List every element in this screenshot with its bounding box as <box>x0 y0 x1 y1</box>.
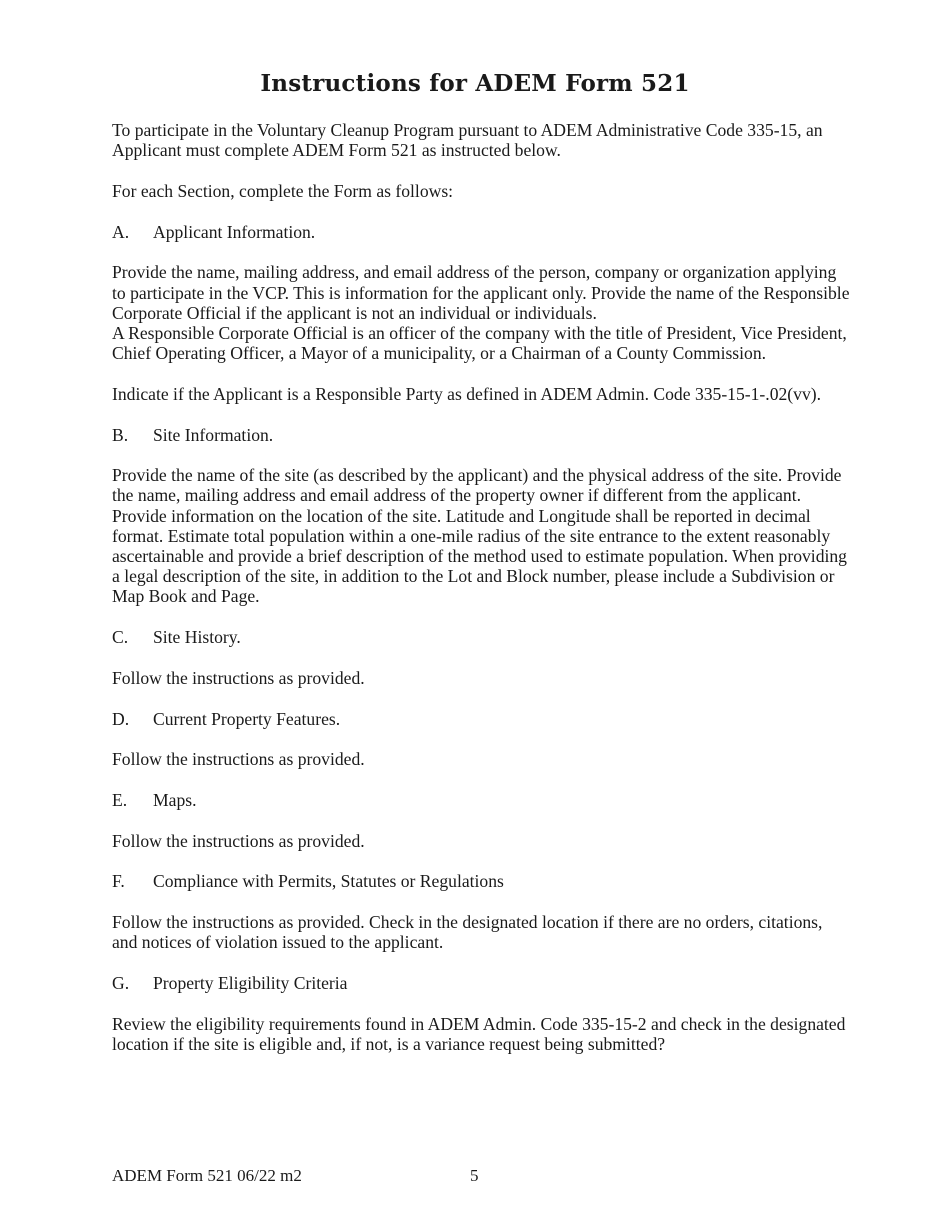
section-c-paragraph: Follow the instructions as provided. <box>112 667 365 688</box>
section-letter: A. <box>112 221 130 242</box>
section-a-paragraph-3: Indicate if the Applicant is a Responsible Party as defined in ADEM Admin. Code 335-15-1-.02(vv). <box>112 383 821 404</box>
section-b-paragraph: Provide the name of the site (as described by the applicant) and the physical address of the site. Provide the name, mailing address and email address of the property owner if different from the applicant. Provide information on the location of the site. Latitude and Longitude shall be reported in decimal format. Estimate total population within a one-mile radius of the site entrance to the extent reasonably ascertainable and provide a brief description of the method used to estimate population. When providing a legal description of the site, in addition to the Lot and Block number, please include a Subdivision or Map Book and Page. <box>112 465 847 607</box>
section-title: Compliance with Permits, Statutes or Regulations <box>153 871 504 892</box>
section-title: Site History. <box>153 627 241 648</box>
section-title: Property Eligibility Criteria <box>153 972 348 993</box>
intro-paragraph: To participate in the Voluntary Cleanup Program pursuant to ADEM Administrative Code 335-15, an Applicant must complete ADEM Form 521 as instructed below. <box>112 120 823 161</box>
section-heading-d <box>112 709 852 729</box>
section-title: Maps. <box>153 789 197 810</box>
page-title: Instructions for ADEM Form 521 <box>260 70 690 97</box>
document-body <box>112 120 852 1054</box>
form-code: ADEM Form 521 06/22 m2 <box>112 1166 302 1185</box>
section-a-paragraph-1: Provide the name, mailing address, and email address of the person, company or organization applying to participate in the VCP. This is information for the applicant only. Provide the name of the Responsible Corporate Official if the applicant is not an individual or individuals. <box>112 262 850 323</box>
section-heading-e <box>112 790 852 810</box>
section-letter: G. <box>112 972 130 993</box>
section-letter: C. <box>112 627 129 648</box>
section-f-paragraph: Follow the instructions as provided. Check in the designated location if there are no orders, citations, and notices of violation issued to the applicant. <box>112 912 823 953</box>
each-section-text: For each Section, complete the Form as follows: <box>112 180 454 201</box>
section-heading-g <box>112 973 852 993</box>
section-title: Current Property Features. <box>153 708 341 729</box>
section-heading-b <box>112 425 852 445</box>
section-heading-c <box>112 627 852 647</box>
section-a-paragraph-2: A Responsible Corporate Official is an officer of the company with the title of President, Vice President, Chief Operating Officer, a Mayor of a municipality, or a Chairman of a County Commission. <box>112 322 847 364</box>
section-d-paragraph: Follow the instructions as provided. <box>112 749 365 770</box>
section-letter: B. <box>112 424 129 445</box>
section-letter: D. <box>112 708 130 729</box>
section-letter: E. <box>112 789 128 810</box>
section-title: Applicant Information. <box>153 221 316 242</box>
section-letter: F. <box>112 871 125 892</box>
page-number: 5 <box>470 1166 479 1185</box>
section-title: Site Information. <box>153 424 274 445</box>
section-heading-a <box>112 222 852 242</box>
section-heading-f <box>112 871 852 891</box>
section-e-paragraph: Follow the instructions as provided. <box>112 830 365 851</box>
section-g-paragraph: Review the eligibility requirements found in ADEM Admin. Code 335-15-2 and check in the designated location if the site is eligible and, if not, is a variance request being submitted? <box>112 1013 846 1054</box>
